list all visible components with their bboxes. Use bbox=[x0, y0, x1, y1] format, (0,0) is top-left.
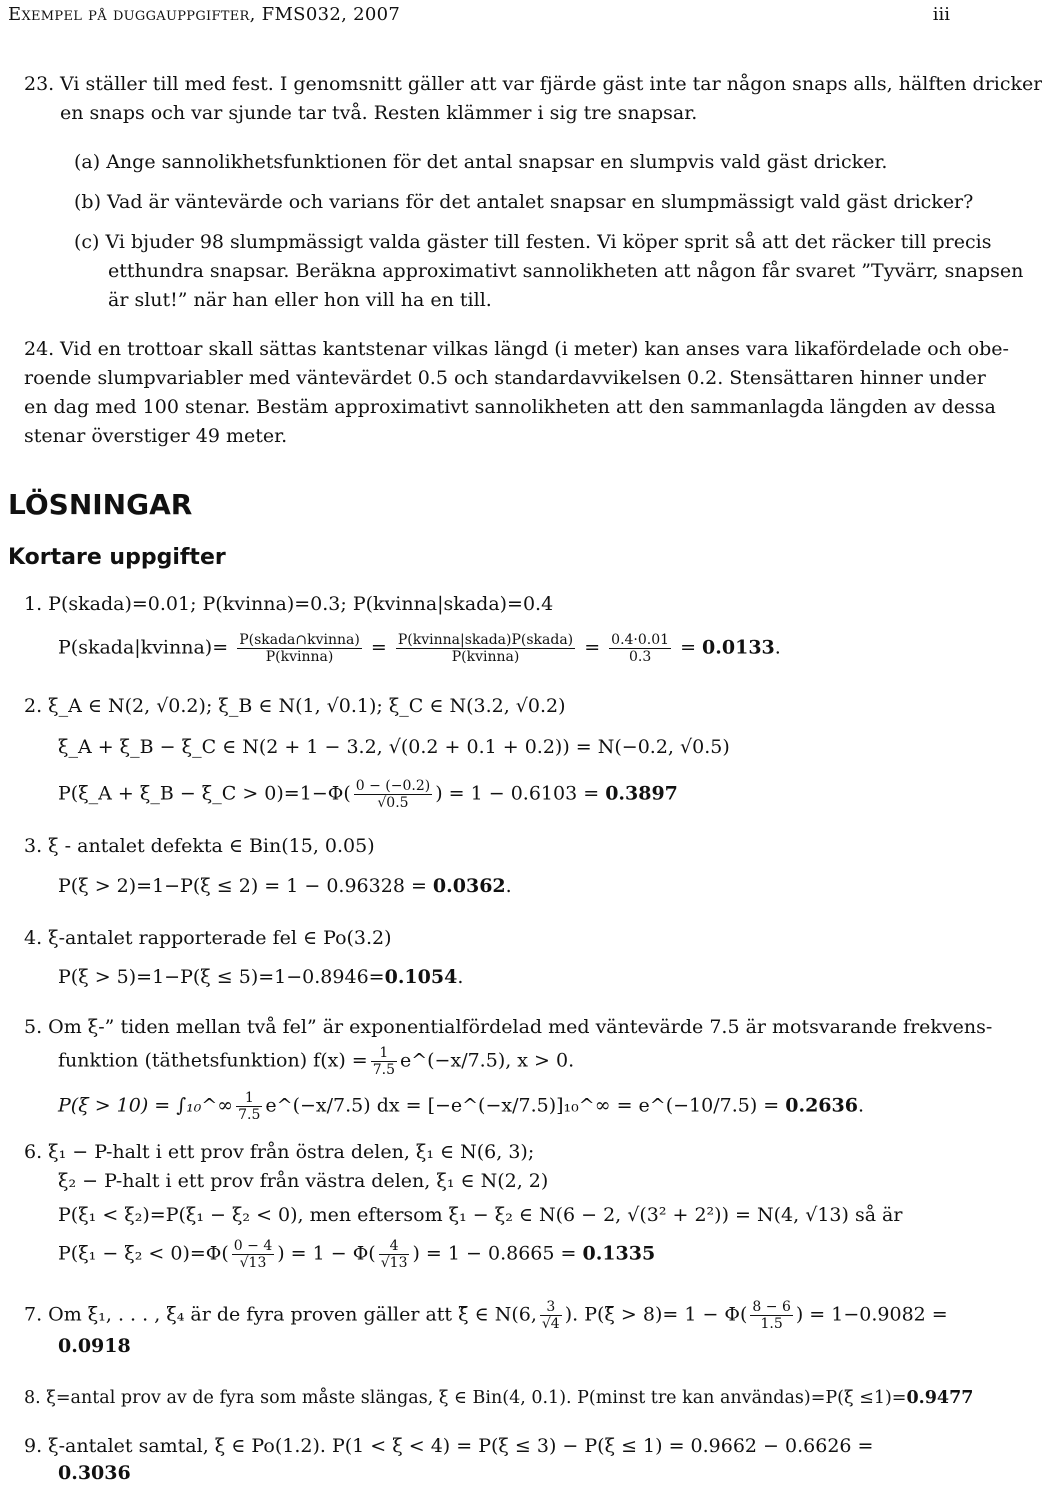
problem-23-part-c-line3: är slut!” när han eller hon vill ha en till. bbox=[108, 289, 492, 311]
solution-2-post: ) = 1 − 0.6103 = bbox=[435, 782, 606, 805]
solution-5-density bbox=[58, 1045, 574, 1078]
solution-6-line1: 6. ξ₁ − P-halt i ett prov från östra delen, ξ₁ ∈ N(6, 3); bbox=[24, 1141, 535, 1163]
solution-3-pre: P(ξ > 2)=1−P(ξ ≤ 2) = 1 − 0.96328 = bbox=[58, 875, 433, 897]
fraction-numerator: 3 bbox=[540, 1299, 562, 1316]
problem-23-part-a: (a) Ange sannolikhetsfunktionen för det antal snapsar en slumpvis vald gäst dricker. bbox=[74, 151, 888, 173]
fraction bbox=[236, 1090, 262, 1123]
fraction bbox=[371, 1045, 397, 1078]
fraction-numerator: 8 − 6 bbox=[752, 1299, 791, 1315]
solution-1-given: 1. P(skada)=0.01; P(kvinna)=0.3; P(kvinna|skada)=0.4 bbox=[24, 593, 554, 615]
problem-24-line3: en dag med 100 stenar. Bestäm approximativt sannolikheten att den sammanlagda längden av dessa bbox=[24, 396, 996, 418]
fraction-denominator: √4 bbox=[541, 1316, 560, 1332]
solution-9-line1: 9. ξ-antalet samtal, ξ ∈ Po(1.2). P(1 < ξ < 4) = P(ξ ≤ 3) − P(ξ ≤ 1) = 0.9662 − 0.6626 = bbox=[24, 1435, 874, 1457]
problem-24-line1: Vid en trottoar skall sättas kantstenar vilkas längd (i meter) kan anses vara likafördelade och obe- bbox=[60, 338, 1009, 360]
fraction bbox=[540, 1299, 562, 1332]
fraction-numerator: P(skada∩kvinna) bbox=[239, 632, 360, 648]
problem-23-text-line1: Vi ställer till med fest. I genomsnitt gäller att var fjärde gäst inte tar någon snaps alls, hälften dricker bbox=[60, 73, 1042, 95]
fraction-denominator: P(kvinna) bbox=[265, 649, 334, 665]
solution-7-mid: ). P(ξ̄ > 8)= 1 − Φ( bbox=[564, 1303, 748, 1326]
solution-6-line2: ξ₂ − P-halt i ett prov från västra delen, ξ₁ ∈ N(2, 2) bbox=[58, 1170, 549, 1192]
fraction bbox=[396, 632, 575, 665]
fraction-numerator: 0 − (−0.2) bbox=[355, 778, 431, 794]
fraction-numerator: P(kvinna|skada)P(skada) bbox=[397, 632, 574, 648]
solution-7-post: ) = 1−0.9082 = bbox=[795, 1303, 948, 1326]
fraction-numerator: 1 bbox=[236, 1090, 262, 1107]
fraction bbox=[379, 1238, 410, 1271]
solution-7-pre: 7. Om ξ₁, . . . , ξ₄ är de fyra proven gäller att ξ̄ ∈ N(6, bbox=[24, 1303, 537, 1326]
solution-8-text: 8. ξ=antal prov av de fyra som måste slängas, ξ ∈ Bin(4, 0.1). P(minst tre kan användas)=P(ξ ≤1)= bbox=[24, 1388, 907, 1408]
fraction-numerator: 0 − 4 bbox=[233, 1238, 273, 1254]
problem-23-part-c-line2: etthundra snapsar. Beräkna approximativt sannolikheten att någon får svaret ”Tyvärr, snapsen bbox=[108, 260, 1024, 282]
fraction-denominator: 7.5 bbox=[372, 1062, 395, 1078]
fraction-denominator: √0.5 bbox=[377, 795, 409, 811]
solution-6-post: ) = 1 − 0.8665 = bbox=[412, 1242, 583, 1265]
solution-5-line1: 5. Om ξ-” tiden mellan två fel” är exponentialfördelad med väntevärde 7.5 är motsvarande frekvens- bbox=[24, 1016, 993, 1038]
problem-23-text-line2: en snaps och var sjunde tar två. Resten klämmer i sig tre snapsar. bbox=[60, 102, 698, 124]
fraction bbox=[232, 1238, 274, 1271]
fraction-denominator: 0.3 bbox=[628, 649, 652, 665]
fraction-numerator: 1 bbox=[371, 1045, 397, 1062]
solution-6-probability bbox=[58, 1238, 655, 1271]
solution-1-bayes: P(skada|kvinna)= $\frac{\text{P(skada∩kvinna)}}{\text{P(kvinna)}}$ = $\frac{\text{P(kvinna|skada)P(skada)}}{\text{P(kvinna)}}$ = $\frac{0.4\cdot 0.01}{0.3}$ = 0.0133. bbox=[58, 632, 781, 665]
problem-24-line2: roende slumpvariabler med väntevärdet 0.5 och standardavvikelsen 0.2. Stensättaren hinner under bbox=[24, 367, 986, 389]
fraction bbox=[237, 632, 362, 665]
problem-24-number: 24. bbox=[24, 338, 55, 360]
solution-5-integral-pre: P(ξ > 10) = ∫₁₀^∞ bbox=[58, 1094, 234, 1117]
solution-2-distributions: 2. ξ_A ∈ N(2, √0.2); ξ_B ∈ N(1, √0.1); ξ_C ∈ N(3.2, √0.2) bbox=[24, 695, 566, 717]
solution-8 bbox=[24, 1384, 973, 1413]
solution-6-line3: P(ξ₁ < ξ₂)=P(ξ₁ − ξ₂ < 0), men eftersom ξ₁ − ξ₂ ∈ N(6 − 2, √(3² + 2²)) = N(4, √13) så är bbox=[58, 1204, 903, 1226]
solution-2-pre: P(ξ_A + ξ_B − ξ_C > 0)=1−Φ( bbox=[58, 782, 351, 805]
fraction bbox=[354, 778, 432, 811]
running-header-title: Exempel på duggauppgifter, FMS032, 2007 bbox=[8, 4, 401, 25]
solution-5-probability: P(ξ > 10) = ∫₁₀^∞ $\frac{1}{7.5}$ e^(−x/7.5) dx = [−e^(−x/7.5)]₁₀^∞ = e^(−10/7.5) = 0.2636. bbox=[58, 1090, 864, 1123]
solution-4-pre: P(ξ > 5)=1−P(ξ ≤ 5)=1−0.8946= bbox=[58, 966, 385, 988]
solution-6-mid: ) = 1 − Φ( bbox=[277, 1242, 376, 1265]
fraction-numerator: 0.4·0.01 bbox=[611, 632, 670, 648]
solution-4-result: 0.1054 bbox=[384, 966, 458, 988]
fraction-denominator: 1.5 bbox=[760, 1316, 783, 1332]
solution-2-probability bbox=[58, 778, 678, 811]
solution-7-result: 0.0918 bbox=[58, 1335, 131, 1357]
solution-3-setup: 3. ξ - antalet defekta ∈ Bin(15, 0.05) bbox=[24, 835, 375, 857]
fraction-denominator: √13 bbox=[380, 1255, 408, 1271]
solutions-heading: LÖSNINGAR bbox=[8, 488, 193, 521]
solution-8-result: 0.9477 bbox=[906, 1388, 974, 1408]
solution-5-result: 0.2636 bbox=[785, 1094, 858, 1117]
solution-5-density-post: e^(−x/7.5), x > 0. bbox=[399, 1049, 575, 1072]
problem-24-line4: stenar överstiger 49 meter. bbox=[24, 425, 288, 447]
solution-6-pre: P(ξ₁ − ξ₂ < 0)=Φ( bbox=[58, 1242, 229, 1265]
fraction-numerator: 4 bbox=[379, 1238, 410, 1255]
solution-4-setup: 4. ξ-antalet rapporterade fel ∈ Po(3.2) bbox=[24, 927, 392, 949]
solutions-subheading: Kortare uppgifter bbox=[8, 545, 226, 570]
fraction-denominator: 7.5 bbox=[238, 1107, 261, 1123]
solution-1-result: 0.0133 bbox=[702, 636, 775, 659]
solution-5-density-pre: funktion (täthetsfunktion) f(x) = bbox=[58, 1049, 368, 1072]
solution-2-result: 0.3897 bbox=[605, 782, 678, 805]
solution-7-line1 bbox=[24, 1299, 948, 1332]
page-number: iii bbox=[932, 4, 950, 25]
solution-6-result: 0.1335 bbox=[582, 1242, 656, 1265]
problem-23-part-c-line1: (c) Vi bjuder 98 slumpmässigt valda gäster till festen. Vi köper sprit så att det räcker till precis bbox=[74, 231, 992, 253]
solution-4-probability: P(ξ > 5)=1−P(ξ ≤ 5)=1−0.8946=0.1054. bbox=[58, 966, 464, 988]
fraction bbox=[609, 632, 671, 665]
solution-9-result: 0.3036 bbox=[58, 1462, 131, 1484]
solution-5-integral-post: e^(−x/7.5) dx = [−e^(−x/7.5)]₁₀^∞ = e^(−10/7.5) = bbox=[265, 1094, 786, 1117]
fraction bbox=[750, 1299, 792, 1332]
solution-3-result: 0.0362 bbox=[432, 875, 506, 897]
problem-23-number: 23. bbox=[24, 73, 55, 95]
solution-3-probability: P(ξ > 2)=1−P(ξ ≤ 2) = 1 − 0.96328 = 0.0362. bbox=[58, 875, 512, 897]
fraction-denominator: √13 bbox=[239, 1255, 267, 1271]
problem-23-part-b: (b) Vad är väntevärde och varians för det antalet snapsar en slumpmässigt vald gäst dricker? bbox=[74, 191, 974, 213]
fraction-denominator: P(kvinna) bbox=[451, 649, 520, 665]
solution-2-sum-distribution: ξ_A + ξ_B − ξ_C ∈ N(2 + 1 − 3.2, √(0.2 + 0.1 + 0.2)) = N(−0.2, √0.5) bbox=[58, 736, 730, 758]
solution-1-lhs: P(skada|kvinna)= bbox=[58, 636, 229, 659]
